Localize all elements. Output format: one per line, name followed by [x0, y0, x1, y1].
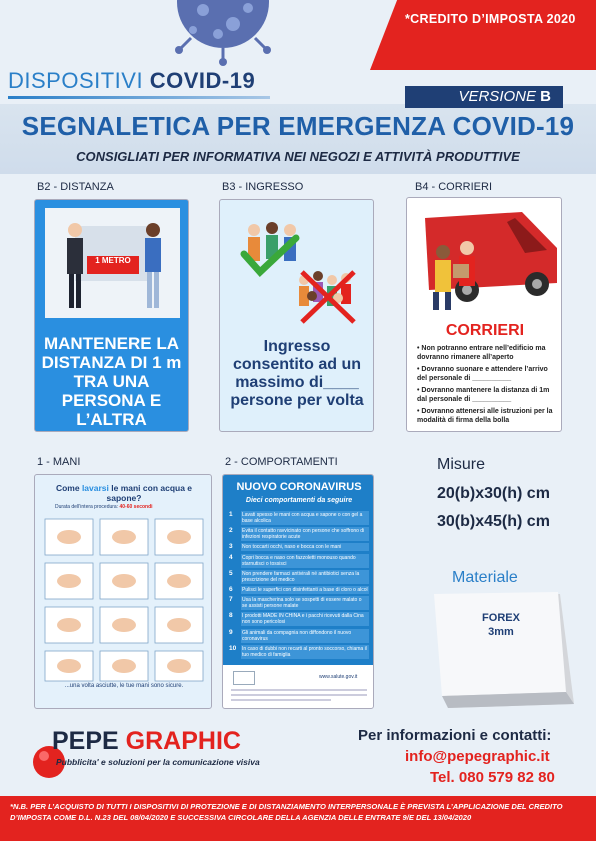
product-label-b3: B3 - INGRESSO — [222, 181, 304, 193]
brand-name: PEPE GRAPHIC — [52, 727, 241, 755]
contact-phone-link[interactable]: Tel. 080 579 82 80 — [430, 769, 555, 786]
product-card-b4[interactable] — [406, 197, 562, 432]
entry-illustration — [226, 210, 368, 330]
behaviour-rule: 1 Lavati spesso le mani con acqua e sapone o con gel a base alcolica — [229, 511, 369, 525]
product-card-b2[interactable] — [34, 199, 189, 432]
behaviours-subtitle: Dieci comportamenti da seguire — [245, 497, 353, 504]
footer-note: *N.B. PER L’ACQUISTO DI TUTTI I DISPOSITIVI DI PROTEZIONE E DI DISTANZIAMENTO INTERPERSONALE È PREVISTA L’APPLICAZIONE DEL CREDITO D’IMPOSTA COME D.L. N.23 DEL 08/04/2020 E SUCCESSIVA CIRCOLARE DELLA AGENZIA DELLE ENTRATE 9/E DEL 13/04/2020 — [10, 802, 563, 822]
behaviour-rule: 5 Non prendere farmaci antivirali né antibiotici senza la prescrizione del medico — [229, 570, 369, 584]
courier-title: CORRIERI — [445, 322, 525, 339]
material-thickness: 3mm — [488, 626, 514, 638]
behaviour-rule: 6 Pulisci le superfici con disinfettanti a base di cloro o alcol — [229, 585, 368, 593]
distance-text: MANTENERE LA DISTANZA DI 1 m TRA UNA PERSONA E L’ALTRA — [41, 334, 182, 429]
fineprint-line — [231, 694, 367, 696]
hands-duration: Durata dell’intera procedura: 40-60 secondi — [55, 504, 153, 510]
product-label-b4: B4 - CORRIERI — [415, 181, 493, 193]
entry-text: Ingresso consentito ad un massimo di____ persone per volta — [230, 338, 364, 409]
courier-rule: • Dovranno suonare e attendere l’arrivo del personale di __________ — [417, 366, 548, 382]
credit-banner — [370, 0, 596, 70]
brand-tagline: Pubblicita' e soluzioni per la comunicazione visiva — [56, 757, 260, 767]
product-card-comportamenti[interactable] — [222, 474, 374, 709]
size-option-large: 30(b)x45(h) cm — [437, 513, 550, 530]
courier-rule: • Non potranno entrare nell’edificio ma dovranno rimanere all’aperto — [417, 345, 546, 361]
hands-steps-grid — [43, 517, 205, 687]
product-label-mani: 1 - MANI — [37, 456, 81, 468]
forex-panel-illustration — [434, 592, 576, 710]
header-title: DISPOSITIVI COVID-19 — [8, 68, 256, 93]
ministry-logo — [233, 671, 255, 685]
behaviour-rule: 8 I prodotti MADE IN CHINA e i pacchi ricevuti dalla Cina non sono pericolosi — [229, 612, 369, 626]
behaviour-rule: 7 Usa la mascherina solo se sospetti di essere malato o se assisti persone malate — [229, 596, 369, 610]
behaviours-site: www.salute.gov.it — [319, 674, 358, 680]
behaviour-rule: 3 Non toccarti occhi, naso e bocca con le mani — [229, 543, 369, 551]
behaviour-rule: 9 Gli animali da compagnia non diffondono il nuovo coronavirus — [229, 629, 369, 643]
behaviour-rule: 2 Evita il contatto ravvicinato con persone che soffrono di infezioni respiratorie acute — [229, 527, 369, 541]
courier-rules — [417, 344, 557, 425]
behaviour-rule: 4 Copri bocca e naso con fazzoletti monouso quando starnutisci o tossisci — [229, 554, 369, 568]
courier-rule: • Dovranno attenersi alle istruzioni per la modalità di firma della bolla — [417, 408, 553, 424]
behaviours-title: NUOVO CORONAVIRUS — [236, 481, 362, 493]
product-label-b2: B2 - DISTANZA — [37, 181, 114, 193]
virus-graphic — [163, 0, 283, 78]
courier-van-illustration — [407, 198, 562, 316]
product-card-mani[interactable] — [34, 474, 212, 709]
main-subtitle: CONSIGLIATI PER INFORMATIVA NEI NEGOZI E ATTIVITÀ PRODUTTIVE — [76, 149, 520, 164]
main-title: SEGNALETICA PER EMERGENZA COVID-19 — [21, 111, 575, 141]
size-option-small: 20(b)x30(h) cm — [437, 485, 550, 502]
hands-footer: ...una volta asciutte, le tue mani sono sicure. — [64, 683, 184, 689]
behaviour-rule: 10 In caso di dubbi non recarti al pronto soccorso, chiama il tuo medico di famiglia — [229, 645, 369, 659]
distance-badge: 1 METRO — [95, 256, 131, 265]
sizes-label: Misure — [437, 456, 486, 473]
courier-rule: • Dovranno mantenere la distanza di 1m dal personale di __________ — [417, 387, 550, 403]
version-badge: VERSIONE B — [405, 86, 563, 108]
fineprint-line — [231, 699, 331, 701]
material-label: Materiale — [452, 569, 518, 586]
title-underline — [8, 96, 270, 99]
contact-label: Per informazioni e contatti: — [358, 727, 552, 744]
credit-label: *CREDITO D’IMPOSTA 2020 — [405, 12, 576, 26]
material-name: FOREX — [482, 612, 520, 624]
contact-email-link[interactable]: info@pepegraphic.it — [405, 748, 550, 765]
hands-title: Come lavarsi le mani con acqua e sapone? — [55, 483, 193, 503]
behaviours-list — [229, 511, 369, 659]
product-label-comportamenti: 2 - COMPORTAMENTI — [225, 456, 338, 468]
fineprint-line — [231, 689, 367, 691]
product-card-b3[interactable] — [219, 199, 374, 432]
